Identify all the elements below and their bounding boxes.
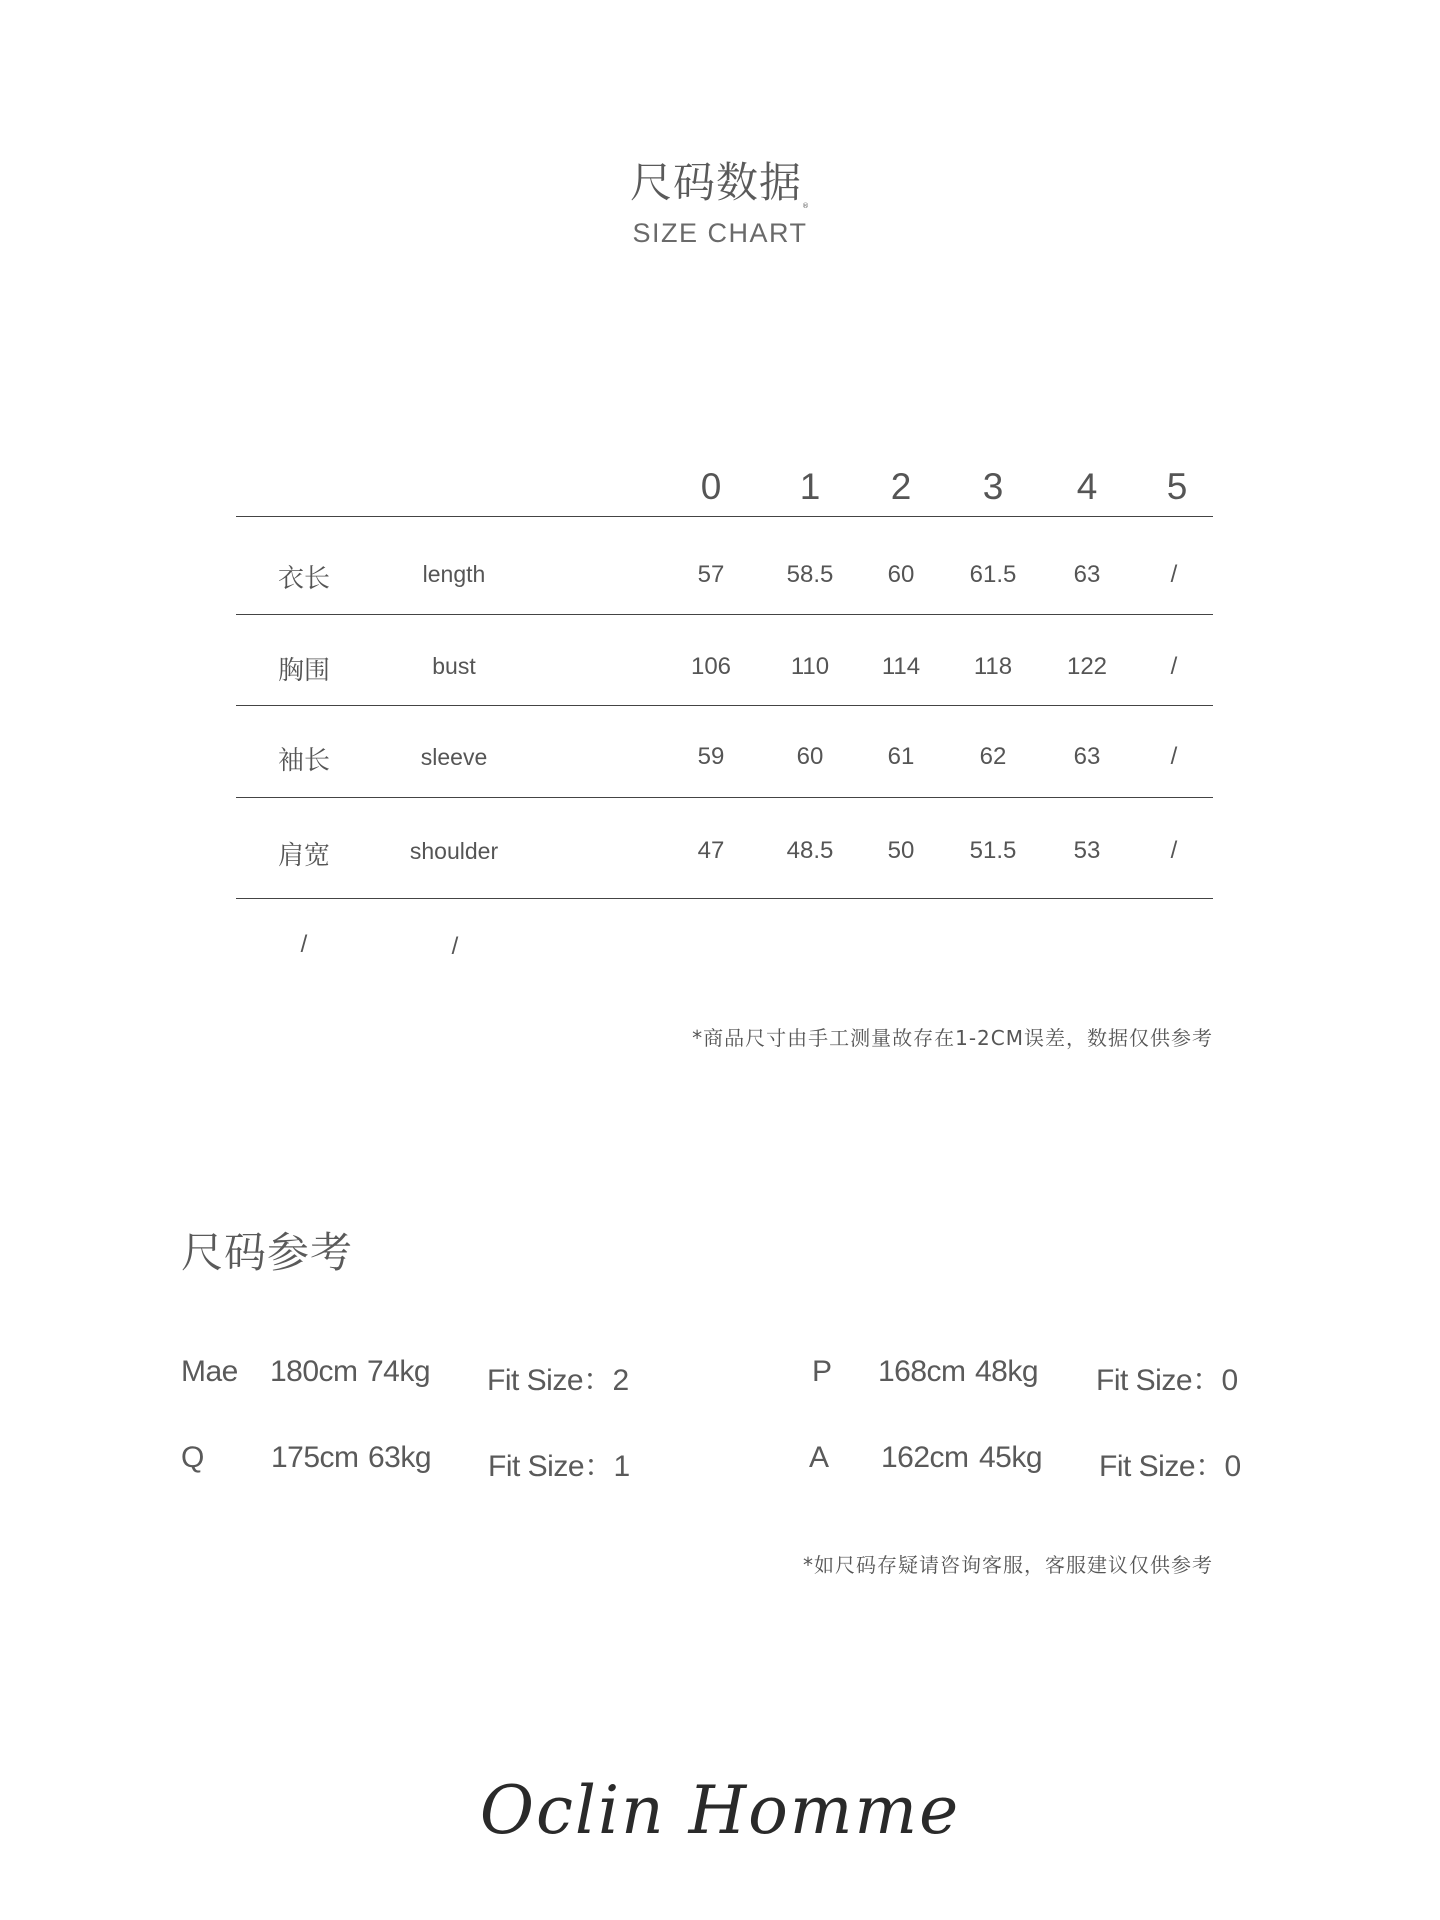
table-cell: /	[1170, 561, 1178, 588]
extra-row-zh: /	[300, 931, 308, 958]
table-cell: 48.5	[786, 837, 834, 864]
size-header-1: 1	[799, 466, 821, 507]
table-cell: 122	[1066, 653, 1108, 680]
table-cell: 53	[1073, 837, 1101, 864]
size-header-4: 4	[1076, 466, 1098, 507]
reference-note: *如尺码存疑请咨询客服，客服建议仅供参考	[803, 1553, 1213, 1577]
table-cell: 114	[881, 653, 921, 680]
table-cell: 47	[697, 837, 725, 864]
table-cell: 61	[887, 743, 915, 770]
table-divider	[236, 898, 1213, 899]
table-divider	[236, 705, 1213, 706]
brand-logo: Oclin Homme	[479, 1772, 961, 1849]
model-fit-size: Fit Size：0	[1096, 1364, 1238, 1397]
row-label-en: length	[422, 561, 486, 587]
table-cell: 61.5	[969, 561, 1017, 588]
model-fit-size: Fit Size：1	[488, 1450, 630, 1483]
registered-mark: ®	[802, 202, 810, 210]
model-height: 162cm	[881, 1441, 969, 1474]
table-divider	[236, 614, 1213, 615]
table-cell: 50	[887, 837, 915, 864]
table-cell: 106	[690, 653, 732, 680]
table-cell: /	[1170, 653, 1178, 680]
extra-row-en: /	[451, 933, 459, 960]
table-cell: 118	[973, 653, 1013, 680]
table-cell: 59	[697, 743, 725, 770]
table-cell: 51.5	[969, 837, 1017, 864]
model-fit-size: Fit Size：0	[1099, 1450, 1241, 1483]
size-header-0: 0	[700, 466, 722, 507]
row-label-en: shoulder	[409, 838, 499, 864]
measurement-note: *商品尺寸由手工测量故存在1-2CM误差，数据仅供参考	[692, 1026, 1213, 1050]
table-cell: 57	[697, 561, 725, 588]
model-name: A	[809, 1441, 829, 1474]
table-cell: 60	[796, 743, 824, 770]
page-title	[0, 150, 1440, 210]
table-cell: 60	[887, 561, 915, 588]
model-weight: 48kg	[975, 1355, 1039, 1388]
model-weight: 74kg	[367, 1355, 431, 1388]
table-divider	[236, 516, 1213, 517]
table-cell: /	[1170, 837, 1178, 864]
model-weight: 63kg	[368, 1441, 432, 1474]
reference-title: 尺码参考	[181, 1228, 354, 1277]
model-name: Q	[181, 1441, 204, 1474]
table-cell: 62	[979, 743, 1007, 770]
table-cell: 110	[790, 653, 830, 680]
table-cell: 58.5	[786, 561, 834, 588]
row-label-zh: 衣长	[277, 564, 330, 594]
table-cell: 63	[1073, 743, 1101, 770]
model-weight: 45kg	[979, 1441, 1043, 1474]
model-height: 175cm	[271, 1441, 359, 1474]
page-title-text: 尺码数据	[629, 158, 802, 207]
size-header-3: 3	[982, 466, 1004, 507]
model-height: 168cm	[878, 1355, 966, 1388]
model-name: P	[812, 1355, 832, 1388]
model-height: 180cm	[270, 1355, 358, 1388]
model-fit-size: Fit Size：2	[487, 1364, 629, 1397]
row-label-zh: 袖长	[277, 746, 330, 776]
row-label-en: sleeve	[420, 744, 488, 770]
size-header-2: 2	[890, 466, 912, 507]
row-label-zh: 胸围	[277, 656, 330, 686]
row-label-en: bust	[432, 653, 476, 679]
table-divider	[236, 797, 1213, 798]
size-header-5: 5	[1166, 466, 1188, 507]
table-cell: /	[1170, 743, 1178, 770]
page-subtitle: SIZE CHART	[632, 218, 808, 248]
row-label-zh: 肩宽	[277, 841, 330, 871]
table-cell: 63	[1073, 561, 1101, 588]
model-name: Mae	[181, 1355, 238, 1388]
